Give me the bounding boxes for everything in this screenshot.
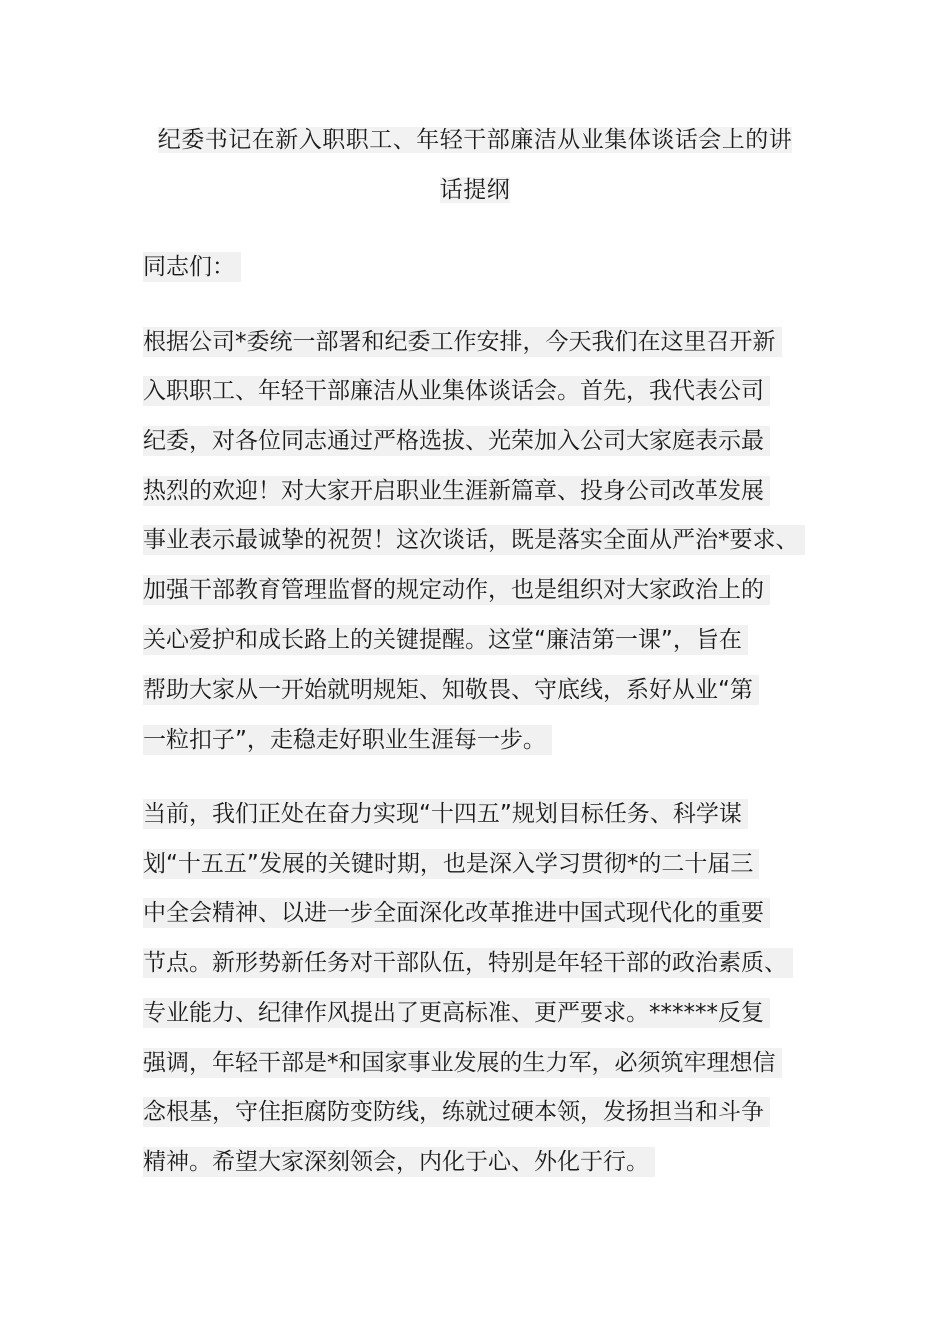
salutation: 同志们： bbox=[143, 252, 241, 282]
document-title-line-2: 话提纲 bbox=[439, 177, 511, 203]
paragraph-line: 关心爱护和成长路上的关键提醒。这堂“廉洁第一课”，旨在 bbox=[143, 625, 748, 655]
paragraph-line: 一粒扣子”，走稳走好职业生涯每一步。 bbox=[143, 725, 552, 755]
paragraph-line: 专业能力、纪律作风提出了更高标准、更严要求。******反复 bbox=[143, 998, 770, 1028]
paragraph-line: 事业表示最诚挚的祝贺！这次谈话，既是落实全面从严治*要求、 bbox=[143, 525, 805, 555]
paragraph-line: 精神。希望大家深刻领会，内化于心、外化于行。 bbox=[143, 1147, 655, 1177]
paragraph-line: 帮助大家从一开始就明规矩、知敬畏、守底线，系好从业“第 bbox=[143, 675, 759, 705]
paragraph-line: 划“十五五”发展的关键时期，也是深入学习贯彻*的二十届三 bbox=[143, 849, 759, 879]
paragraph-line: 节点。新形势新任务对干部队伍，特别是年轻干部的政治素质、 bbox=[143, 948, 793, 978]
document-title-line-1: 纪委书记在新入职职工、年轻干部廉洁从业集体谈话会上的讲 bbox=[157, 127, 793, 153]
paragraph-line: 纪委，对各位同志通过严格选拔、光荣加入公司大家庭表示最 bbox=[143, 426, 770, 456]
paragraph-line: 根据公司*委统一部署和纪委工作安排，今天我们在这里召开新 bbox=[143, 327, 782, 357]
paragraph-line: 当前，我们正处在奋力实现“十四五”规划目标任务、科学谋 bbox=[143, 799, 748, 829]
paragraph-line: 念根基，守住拒腐防变防线，练就过硬本领，发扬担当和斗争 bbox=[143, 1097, 770, 1127]
paragraph-line: 入职职工、年轻干部廉洁从业集体谈话会。首先，我代表公司 bbox=[143, 376, 770, 406]
paragraph-line: 强调，年轻干部是*和国家事业发展的生力军，必须筑牢理想信 bbox=[143, 1048, 782, 1078]
paragraph-line: 中全会精神、以进一步全面深化改革推进中国式现代化的重要 bbox=[143, 898, 770, 928]
paragraph-line: 热烈的欢迎！对大家开启职业生涯新篇章、投身公司改革发展 bbox=[143, 476, 770, 506]
paragraph-line: 加强干部教育管理监督的规定动作，也是组织对大家政治上的 bbox=[143, 575, 770, 605]
